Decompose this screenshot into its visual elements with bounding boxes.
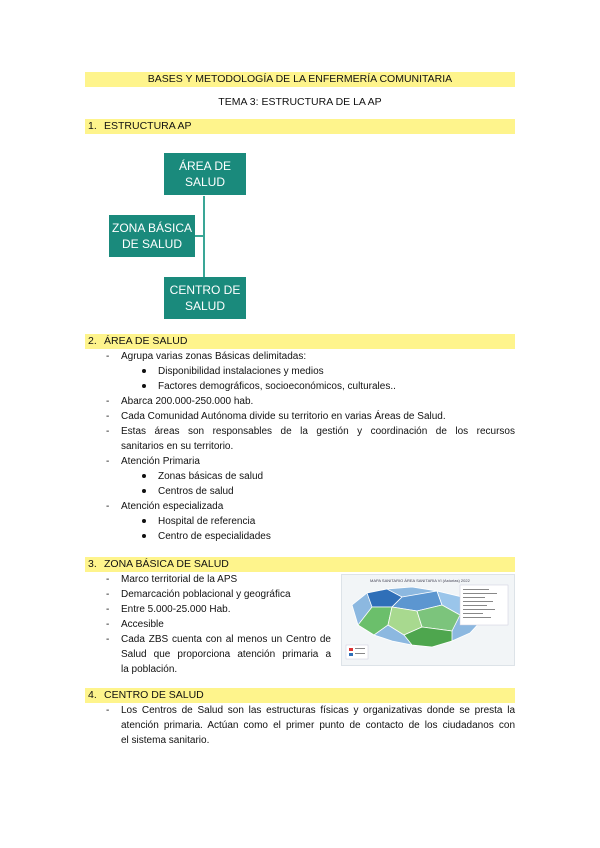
item-text: Agrupa varias zonas Básicas delimitadas: <box>121 351 307 362</box>
item-text: la población. <box>121 664 178 675</box>
section-number: 1. <box>88 120 97 132</box>
zona-basica-box <box>109 215 195 257</box>
item-text: Estas áreas son responsables de la gestión y coordinación de los recursos <box>121 426 515 437</box>
box-text: CENTRO DE <box>169 283 241 297</box>
section-title: ÁREA DE SALUD <box>104 335 188 347</box>
item-text: Zonas básicas de salud <box>158 471 264 482</box>
section-title: CENTRO DE SALUD <box>104 689 204 701</box>
map-graphic <box>342 575 514 665</box>
box-text: ÁREA DE <box>178 159 232 173</box>
section-number: 3. <box>88 558 97 570</box>
section-title: ESTRUCTURA AP <box>104 120 192 132</box>
item-text: Marco territorial de la APS <box>121 574 238 585</box>
item-text: Cada ZBS cuenta con al menos un Centro de <box>121 634 331 645</box>
centro-salud-box <box>164 277 246 319</box>
bullet-icon <box>142 369 146 373</box>
course-title: BASES Y METODOLOGÍA DE LA ENFERMERÍA COMUNITARIA <box>147 73 453 85</box>
item-text: Atención especializada <box>121 501 224 512</box>
connector-horizontal <box>195 235 205 237</box>
item-text: sanitarios en su territorio. <box>121 441 234 452</box>
item-text: Hospital de referencia <box>158 516 256 527</box>
item-text: Factores demográficos, socioeconómicos, culturales.. <box>158 381 396 392</box>
section2-heading <box>88 334 187 349</box>
bullet-icon <box>142 474 146 478</box>
item-text: Centro de especialidades <box>158 531 271 542</box>
item-text: Disponibilidad instalaciones y medios <box>158 366 324 377</box>
item-text: atención primaria. Actúan como el primer punto de contacto de los ciudadanos con <box>121 720 515 731</box>
item-text: Salud que proporciona atención primaria a <box>121 649 331 660</box>
box-text: SALUD <box>184 175 225 189</box>
item-text: Demarcación poblacional y geográfica <box>121 589 291 600</box>
bullet-icon <box>142 489 146 493</box>
bullet-icon <box>142 384 146 388</box>
item-text: Centros de salud <box>158 486 234 497</box>
map-title: MAPA SANITARIO ÁREA SANITARIA VI (Asturias) 2022 <box>370 578 470 583</box>
box-text: DE SALUD <box>121 237 183 251</box>
area-salud-box <box>164 153 246 195</box>
box-text: SALUD <box>184 299 225 313</box>
bullet-icon <box>142 534 146 538</box>
section4-heading <box>88 688 204 703</box>
item-text: Cada Comunidad Autónoma divide su territorio en varias Áreas de Salud. <box>121 411 446 422</box>
item-text: Entre 5.000-25.000 Hab. <box>121 604 231 615</box>
section-number: 2. <box>88 335 97 347</box>
section-number: 4. <box>88 689 97 701</box>
section-title: ZONA BÁSICA DE SALUD <box>104 558 229 570</box>
bullet-icon <box>142 519 146 523</box>
item-text: Atención Primaria <box>121 456 200 467</box>
health-area-map <box>341 574 515 666</box>
item-text: el sistema sanitario. <box>121 735 210 746</box>
item-text: Abarca 200.000-250.000 hab. <box>121 396 254 407</box>
section3-heading <box>88 557 229 572</box>
section1-heading <box>88 119 192 134</box>
topic-title: TEMA 3: ESTRUCTURA DE LA AP <box>218 96 382 108</box>
item-text: Los Centros de Salud son las estructuras físicas y organizativas donde se presta la <box>121 705 515 716</box>
box-text: ZONA BÁSICA <box>111 221 193 235</box>
connector-vertical <box>203 196 205 278</box>
item-text: Accesible <box>121 619 164 630</box>
